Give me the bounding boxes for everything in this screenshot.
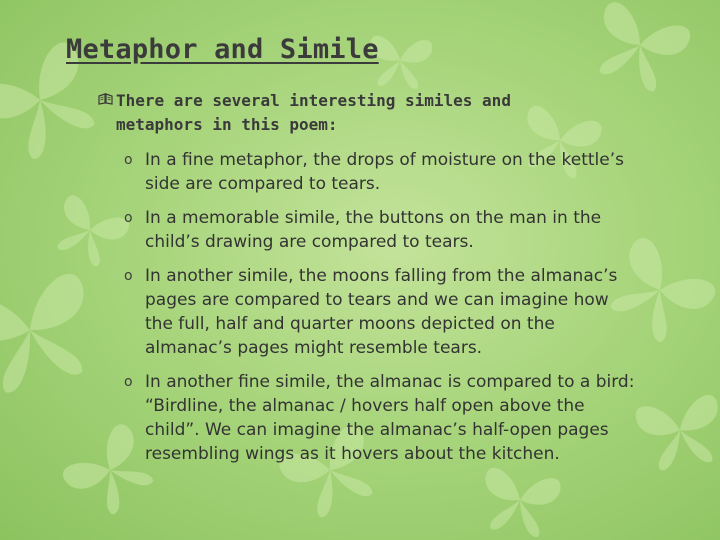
butterfly-icon — [634, 394, 720, 474]
bullet-marker: o — [124, 374, 133, 390]
sub-bullet-text: In a fine metaphor, the drops of moisture on the kettle’s side are compared to tears. — [145, 150, 624, 194]
sub-bullet-text: In a memorable simile, the buttons on the man in the child’s drawing are compared to tears. — [145, 208, 602, 252]
main-bullet — [98, 89, 598, 137]
sub-bullet-list — [124, 148, 636, 476]
bullet-marker: o — [124, 268, 133, 284]
sub-bullet — [124, 148, 636, 196]
slide-title: Metaphor and Simile — [66, 34, 379, 65]
sub-bullet — [124, 264, 636, 360]
book-icon — [98, 93, 113, 105]
sub-bullet — [124, 206, 636, 254]
main-bullet-text: There are several interesting similes and metaphors in this poem: — [116, 91, 511, 134]
butterfly-icon — [0, 271, 104, 399]
sub-bullet — [124, 370, 636, 466]
butterfly-icon — [584, 0, 693, 98]
bullet-marker: o — [124, 152, 133, 168]
sub-bullet-text: In another simile, the moons falling from the almanac’s pages are compared to tears and we can imagine how the full, half and quarter moons depicted on the almanac’s pages might resemble tears. — [145, 266, 618, 358]
butterfly-icon — [46, 193, 132, 272]
butterfly-icon — [477, 467, 562, 540]
sub-bullet-text: In another fine simile, the almanac is compared to a bird: “Birdline, the almanac / hovers half open above the child”. We can imagine the almanac’s half-open pages resembling wings as it hovers about the kitchen. — [145, 372, 635, 464]
bullet-marker: o — [124, 210, 133, 226]
